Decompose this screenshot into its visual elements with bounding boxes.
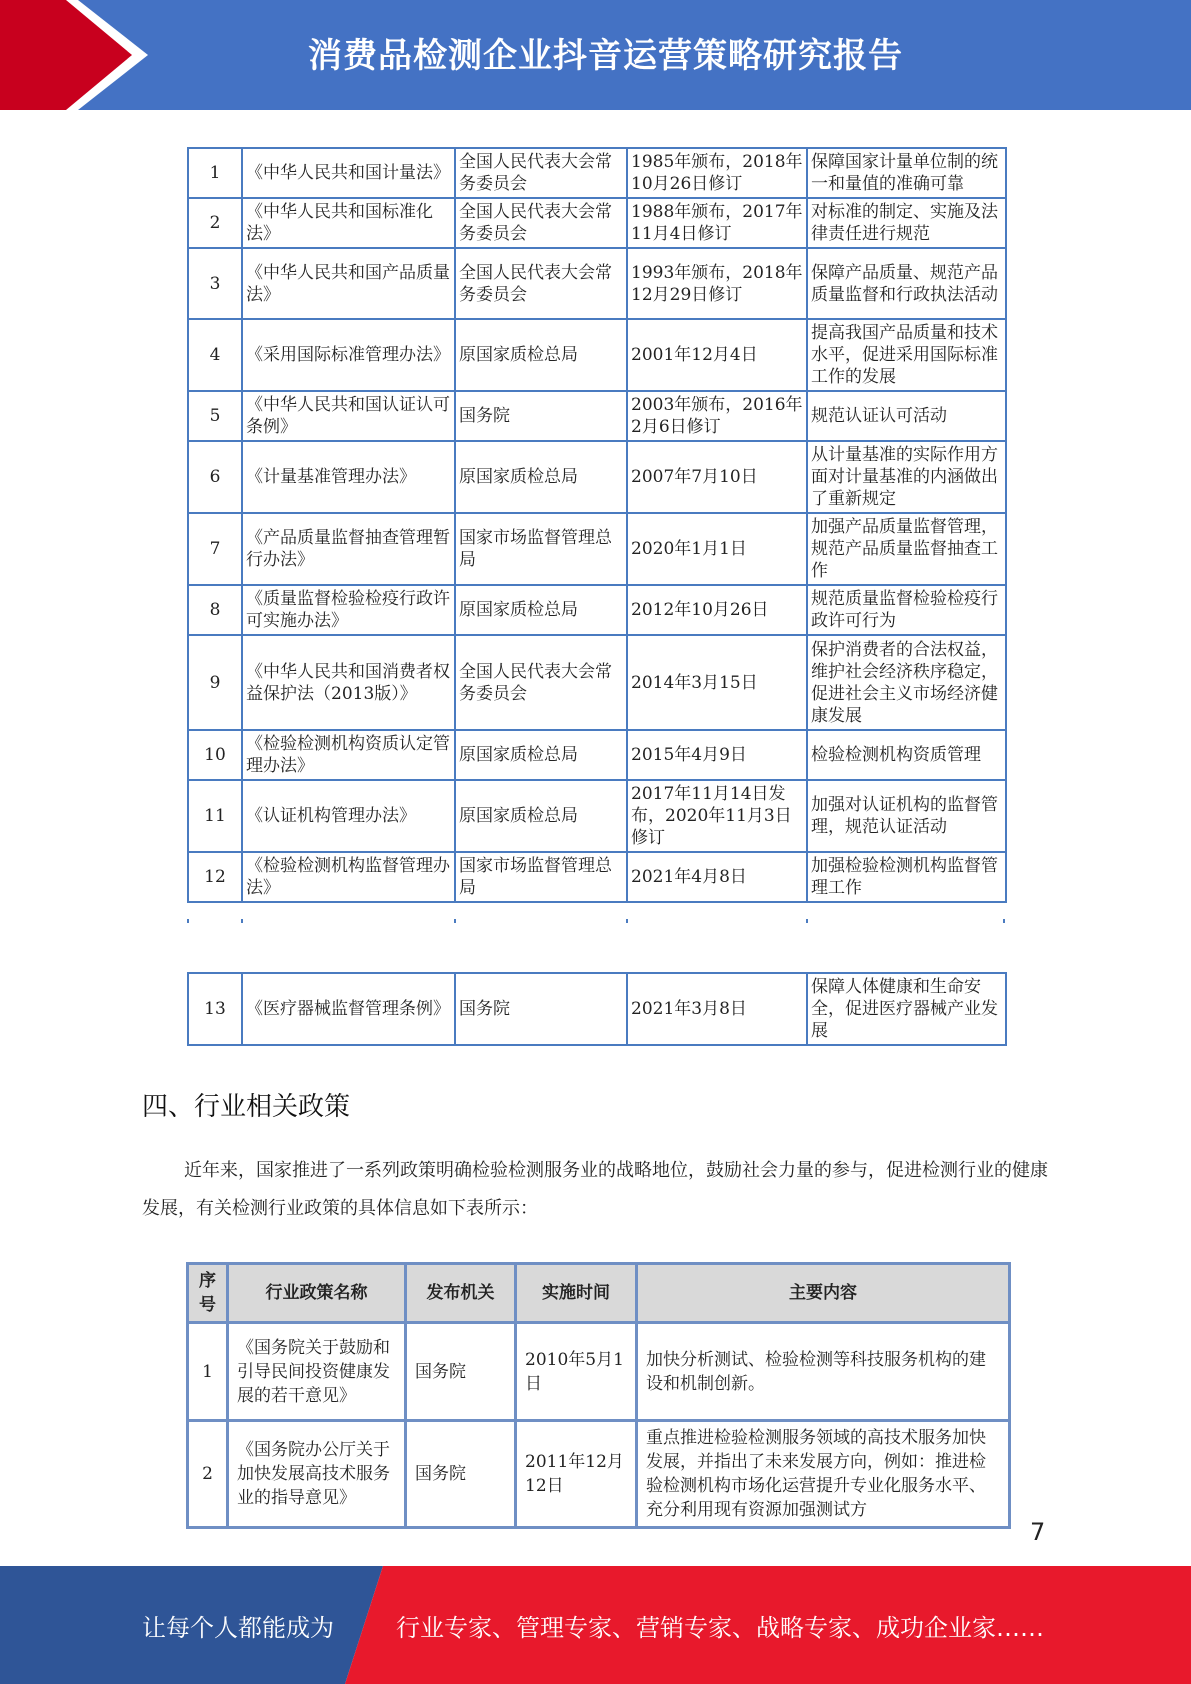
law-name: 《计量基准管理办法》	[242, 441, 455, 513]
footer-slogan-left: 让每个人都能成为	[142, 1614, 334, 1642]
table-row	[188, 1323, 1010, 1421]
law-name: 《检验检测机构监督管理办法》	[242, 852, 455, 902]
row-number: 8	[188, 585, 242, 635]
section-paragraph: 近年来，国家推进了一系列政策明确检验检测服务业的战略地位，鼓励社会力量的参与，促进检测行业的健康发展，有关检测行业政策的具体信息如下表所示：	[142, 1160, 1048, 1219]
law-purpose: 保障产品质量、规范产品质量监督和行政执法活动	[807, 248, 1006, 319]
issue-date: 2017年11月14日发布，2020年11月3日修订	[627, 780, 807, 852]
table-row	[188, 198, 1006, 248]
row-number: 4	[188, 319, 242, 391]
policy-table	[186, 1262, 1011, 1529]
issue-date: 2015年4月9日	[627, 730, 807, 780]
row-number: 5	[188, 391, 242, 441]
issuing-authority: 国务院	[455, 391, 627, 441]
law-name: 《中华人民共和国消费者权益保护法（2013版）》	[242, 635, 455, 730]
law-name: 《采用国际标准管理办法》	[242, 319, 455, 391]
column-header: 发布机关	[406, 1264, 516, 1323]
column-header: 序号	[188, 1264, 228, 1323]
law-purpose: 规范认证认可活动	[807, 391, 1006, 441]
issue-date: 2007年7月10日	[627, 441, 807, 513]
law-purpose: 对标准的制定、实施及法律责任进行规范	[807, 198, 1006, 248]
issue-date: 1988年颁布，2017年11月4日修订	[627, 198, 807, 248]
policy-table-header-row	[188, 1264, 1010, 1323]
law-purpose: 加强对认证机构的监督管理，规范认证活动	[807, 780, 1006, 852]
law-purpose: 加强检验检测机构监督管理工作	[807, 852, 1006, 902]
issuing-authority: 原国家质检总局	[455, 730, 627, 780]
row-number: 1	[188, 148, 242, 198]
page-footer	[0, 1566, 1191, 1684]
row-number: 13	[188, 973, 242, 1045]
law-name: 《中华人民共和国认证认可条例》	[242, 391, 455, 441]
row-number: 2	[188, 198, 242, 248]
law-purpose: 从计量基准的实际作用方面对计量基准的内涵做出了重新规定	[807, 441, 1006, 513]
issue-date: 2003年颁布，2016年2月6日修订	[627, 391, 807, 441]
issuing-authority: 原国家质检总局	[455, 319, 627, 391]
table-row	[188, 148, 1006, 198]
table-row	[188, 248, 1006, 319]
row-number: 10	[188, 730, 242, 780]
issuing-authority: 原国家质检总局	[455, 780, 627, 852]
table-row	[188, 1421, 1010, 1528]
policy-content: 加快分析测试、检验检测等科技服务机构的建设和机制创新。	[637, 1323, 1010, 1421]
law-purpose: 提高我国产品质量和技术水平，促进采用国际标准工作的发展	[807, 319, 1006, 391]
table-page-break	[187, 919, 1005, 923]
issue-date: 2001年12月4日	[627, 319, 807, 391]
table-row	[188, 319, 1006, 391]
effective-date: 2011年12月12日	[516, 1421, 637, 1528]
document-title: 消费品检测企业抖音运营策略研究报告	[308, 36, 903, 76]
row-number: 11	[188, 780, 242, 852]
policy-content: 重点推进检验检测服务领域的高技术服务加快发展，并指出了未来发展方向，例如：推进检验检测机构市场化运营提升专业化服务水平、充分利用现有资源加强测试方	[637, 1421, 1010, 1528]
issue-date: 2021年4月8日	[627, 852, 807, 902]
table-row	[188, 513, 1006, 585]
table-row	[188, 973, 1006, 1045]
policy-name: 《国务院办公厅关于加快发展高技术服务业的指导意见》	[228, 1421, 406, 1528]
row-number: 1	[188, 1323, 228, 1421]
page-number: 7	[1030, 1518, 1046, 1546]
law-name: 《医疗器械监督管理条例》	[242, 973, 455, 1045]
law-name: 《产品质量监督抽查管理暂行办法》	[242, 513, 455, 585]
row-number: 7	[188, 513, 242, 585]
issuing-authority: 国务院	[455, 973, 627, 1045]
law-purpose: 规范质量监督检验检疫行政许可行为	[807, 585, 1006, 635]
law-table-continued	[187, 972, 1007, 1046]
issuing-authority: 国家市场监督管理总局	[455, 513, 627, 585]
issuing-authority: 原国家质检总局	[455, 441, 627, 513]
row-number: 2	[188, 1421, 228, 1528]
table-row	[188, 585, 1006, 635]
law-purpose: 保障国家计量单位制的统一和量值的准确可靠	[807, 148, 1006, 198]
issuing-authority: 全国人民代表大会常务委员会	[455, 635, 627, 730]
row-number: 6	[188, 441, 242, 513]
table-row	[188, 852, 1006, 902]
table-row	[188, 730, 1006, 780]
issuing-authority: 原国家质检总局	[455, 585, 627, 635]
page-header	[0, 0, 1191, 110]
table-row	[188, 780, 1006, 852]
law-purpose: 保障人体健康和生命安全，促进医疗器械产业发展	[807, 973, 1006, 1045]
issuing-authority: 全国人民代表大会常务委员会	[455, 198, 627, 248]
law-purpose: 加强产品质量监督管理，规范产品质量监督抽查工作	[807, 513, 1006, 585]
table-row	[188, 391, 1006, 441]
law-name: 《质量监督检验检疫行政许可实施办法》	[242, 585, 455, 635]
row-number: 3	[188, 248, 242, 319]
law-table	[187, 147, 1007, 903]
law-purpose: 保护消费者的合法权益，维护社会经济秩序稳定，促进社会主义市场经济健康发展	[807, 635, 1006, 730]
issue-date: 2014年3月15日	[627, 635, 807, 730]
issuing-authority: 全国人民代表大会常务委员会	[455, 148, 627, 198]
section-heading: 四、行业相关政策	[142, 1092, 351, 1122]
issue-date: 2020年1月1日	[627, 513, 807, 585]
law-name: 《中华人民共和国产品质量法》	[242, 248, 455, 319]
column-header: 实施时间	[516, 1264, 637, 1323]
law-name: 《检验检测机构资质认定管理办法》	[242, 730, 455, 780]
issuing-authority: 国务院	[406, 1421, 516, 1528]
issue-date: 2012年10月26日	[627, 585, 807, 635]
issuing-authority: 国务院	[406, 1323, 516, 1421]
law-name: 《中华人民共和国标准化法》	[242, 198, 455, 248]
issuing-authority: 国家市场监督管理总局	[455, 852, 627, 902]
issue-date: 1985年颁布，2018年10月26日修订	[627, 148, 807, 198]
law-name: 《认证机构管理办法》	[242, 780, 455, 852]
issue-date: 2021年3月8日	[627, 973, 807, 1045]
table-row	[188, 635, 1006, 730]
policy-name: 《国务院关于鼓励和引导民间投资健康发展的若干意见》	[228, 1323, 406, 1421]
footer-slogan-right: 行业专家、管理专家、营销专家、战略专家、成功企业家……	[396, 1614, 1044, 1642]
law-purpose: 检验检测机构资质管理	[807, 730, 1006, 780]
issue-date: 1993年颁布，2018年12月29日修订	[627, 248, 807, 319]
row-number: 12	[188, 852, 242, 902]
column-header: 主要内容	[637, 1264, 1010, 1323]
effective-date: 2010年5月1日	[516, 1323, 637, 1421]
row-number: 9	[188, 635, 242, 730]
table-row	[188, 441, 1006, 513]
issuing-authority: 全国人民代表大会常务委员会	[455, 248, 627, 319]
column-header: 行业政策名称	[228, 1264, 406, 1323]
law-name: 《中华人民共和国计量法》	[242, 148, 455, 198]
